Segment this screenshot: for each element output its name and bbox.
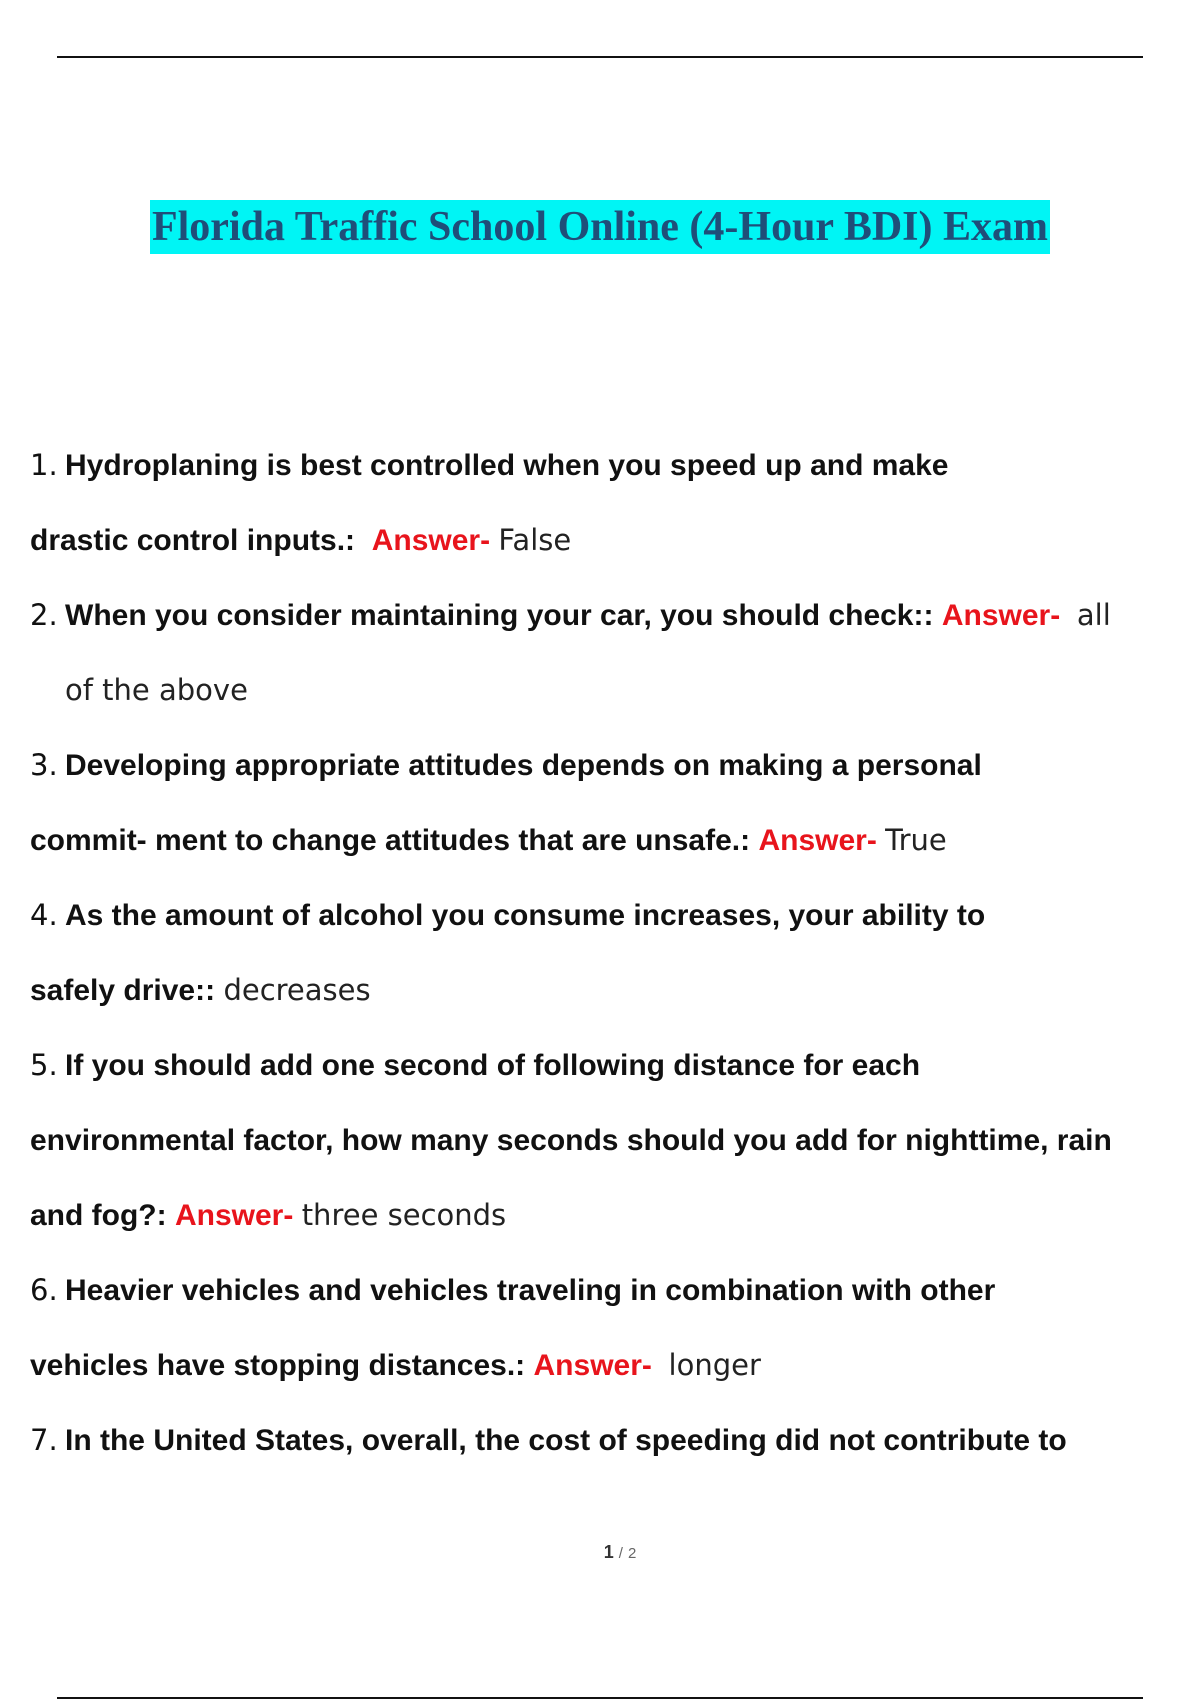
answer-value: longer	[668, 1348, 761, 1382]
answer-value: all	[1076, 598, 1111, 632]
question-text-continued: safely drive::	[30, 974, 216, 1007]
question-number: 4.	[30, 898, 58, 932]
question-text-continued: and fog?:	[30, 1199, 167, 1232]
question-number: 1.	[30, 448, 58, 482]
question-text: When you consider maintaining your car, you should check::	[65, 599, 934, 632]
question-text-continued: drastic control inputs.:	[30, 524, 356, 557]
bottom-rule	[57, 1697, 1143, 1699]
answer-label: Answer-	[371, 524, 491, 557]
question-number: 6.	[30, 1273, 58, 1307]
answer-label: Answer-	[758, 824, 877, 857]
answer-label: Answer-	[174, 1199, 294, 1232]
question-6	[30, 1253, 1200, 1403]
question-3	[30, 728, 1200, 878]
question-7	[30, 1403, 1200, 1478]
question-text: Developing appropriate attitudes depends on making a personal	[65, 749, 982, 782]
document-title: Florida Traffic School Online (4-Hour BDI) Exam	[150, 200, 1050, 254]
current-page: 1	[603, 1542, 614, 1562]
question-list	[30, 428, 1200, 1478]
question-4	[30, 878, 1200, 1028]
answer-value: decreases	[223, 973, 371, 1007]
question-number: 2.	[30, 598, 58, 632]
question-text: In the United States, overall, the cost of speeding did not contribute to	[65, 1424, 1067, 1457]
page-indicator	[0, 1542, 1200, 1563]
top-rule	[57, 56, 1143, 58]
question-text: Hydroplaning is best controlled when you speed up and make	[65, 449, 949, 482]
question-text: Heavier vehicles and vehicles traveling in combination with other	[65, 1274, 996, 1307]
answer-value: False	[498, 523, 572, 557]
total-pages: 2	[627, 1545, 637, 1562]
page-separator: /	[618, 1545, 623, 1562]
question-1	[30, 428, 1200, 578]
question-text: As the amount of alcohol you consume increases, your ability to	[65, 899, 986, 932]
answer-value: three seconds	[301, 1198, 507, 1232]
question-number: 5.	[30, 1048, 58, 1082]
answer-label: Answer-	[533, 1349, 652, 1382]
answer-value: True	[885, 823, 947, 857]
question-text: If you should add one second of following distance for each	[65, 1049, 921, 1082]
answer-value-continued: of the above	[65, 673, 248, 707]
answer-label: Answer-	[941, 599, 1061, 632]
question-number: 7.	[30, 1423, 58, 1457]
title-container	[0, 200, 1200, 254]
question-2	[30, 578, 1200, 728]
question-number: 3.	[30, 748, 58, 782]
question-text-continued: environmental factor, how many seconds should you add for nighttime, rain	[30, 1124, 1112, 1157]
question-5	[30, 1028, 1200, 1253]
question-text-continued: commit- ment to change attitudes that are unsafe.:	[30, 824, 751, 857]
question-text-continued: vehicles have stopping distances.:	[30, 1349, 526, 1382]
